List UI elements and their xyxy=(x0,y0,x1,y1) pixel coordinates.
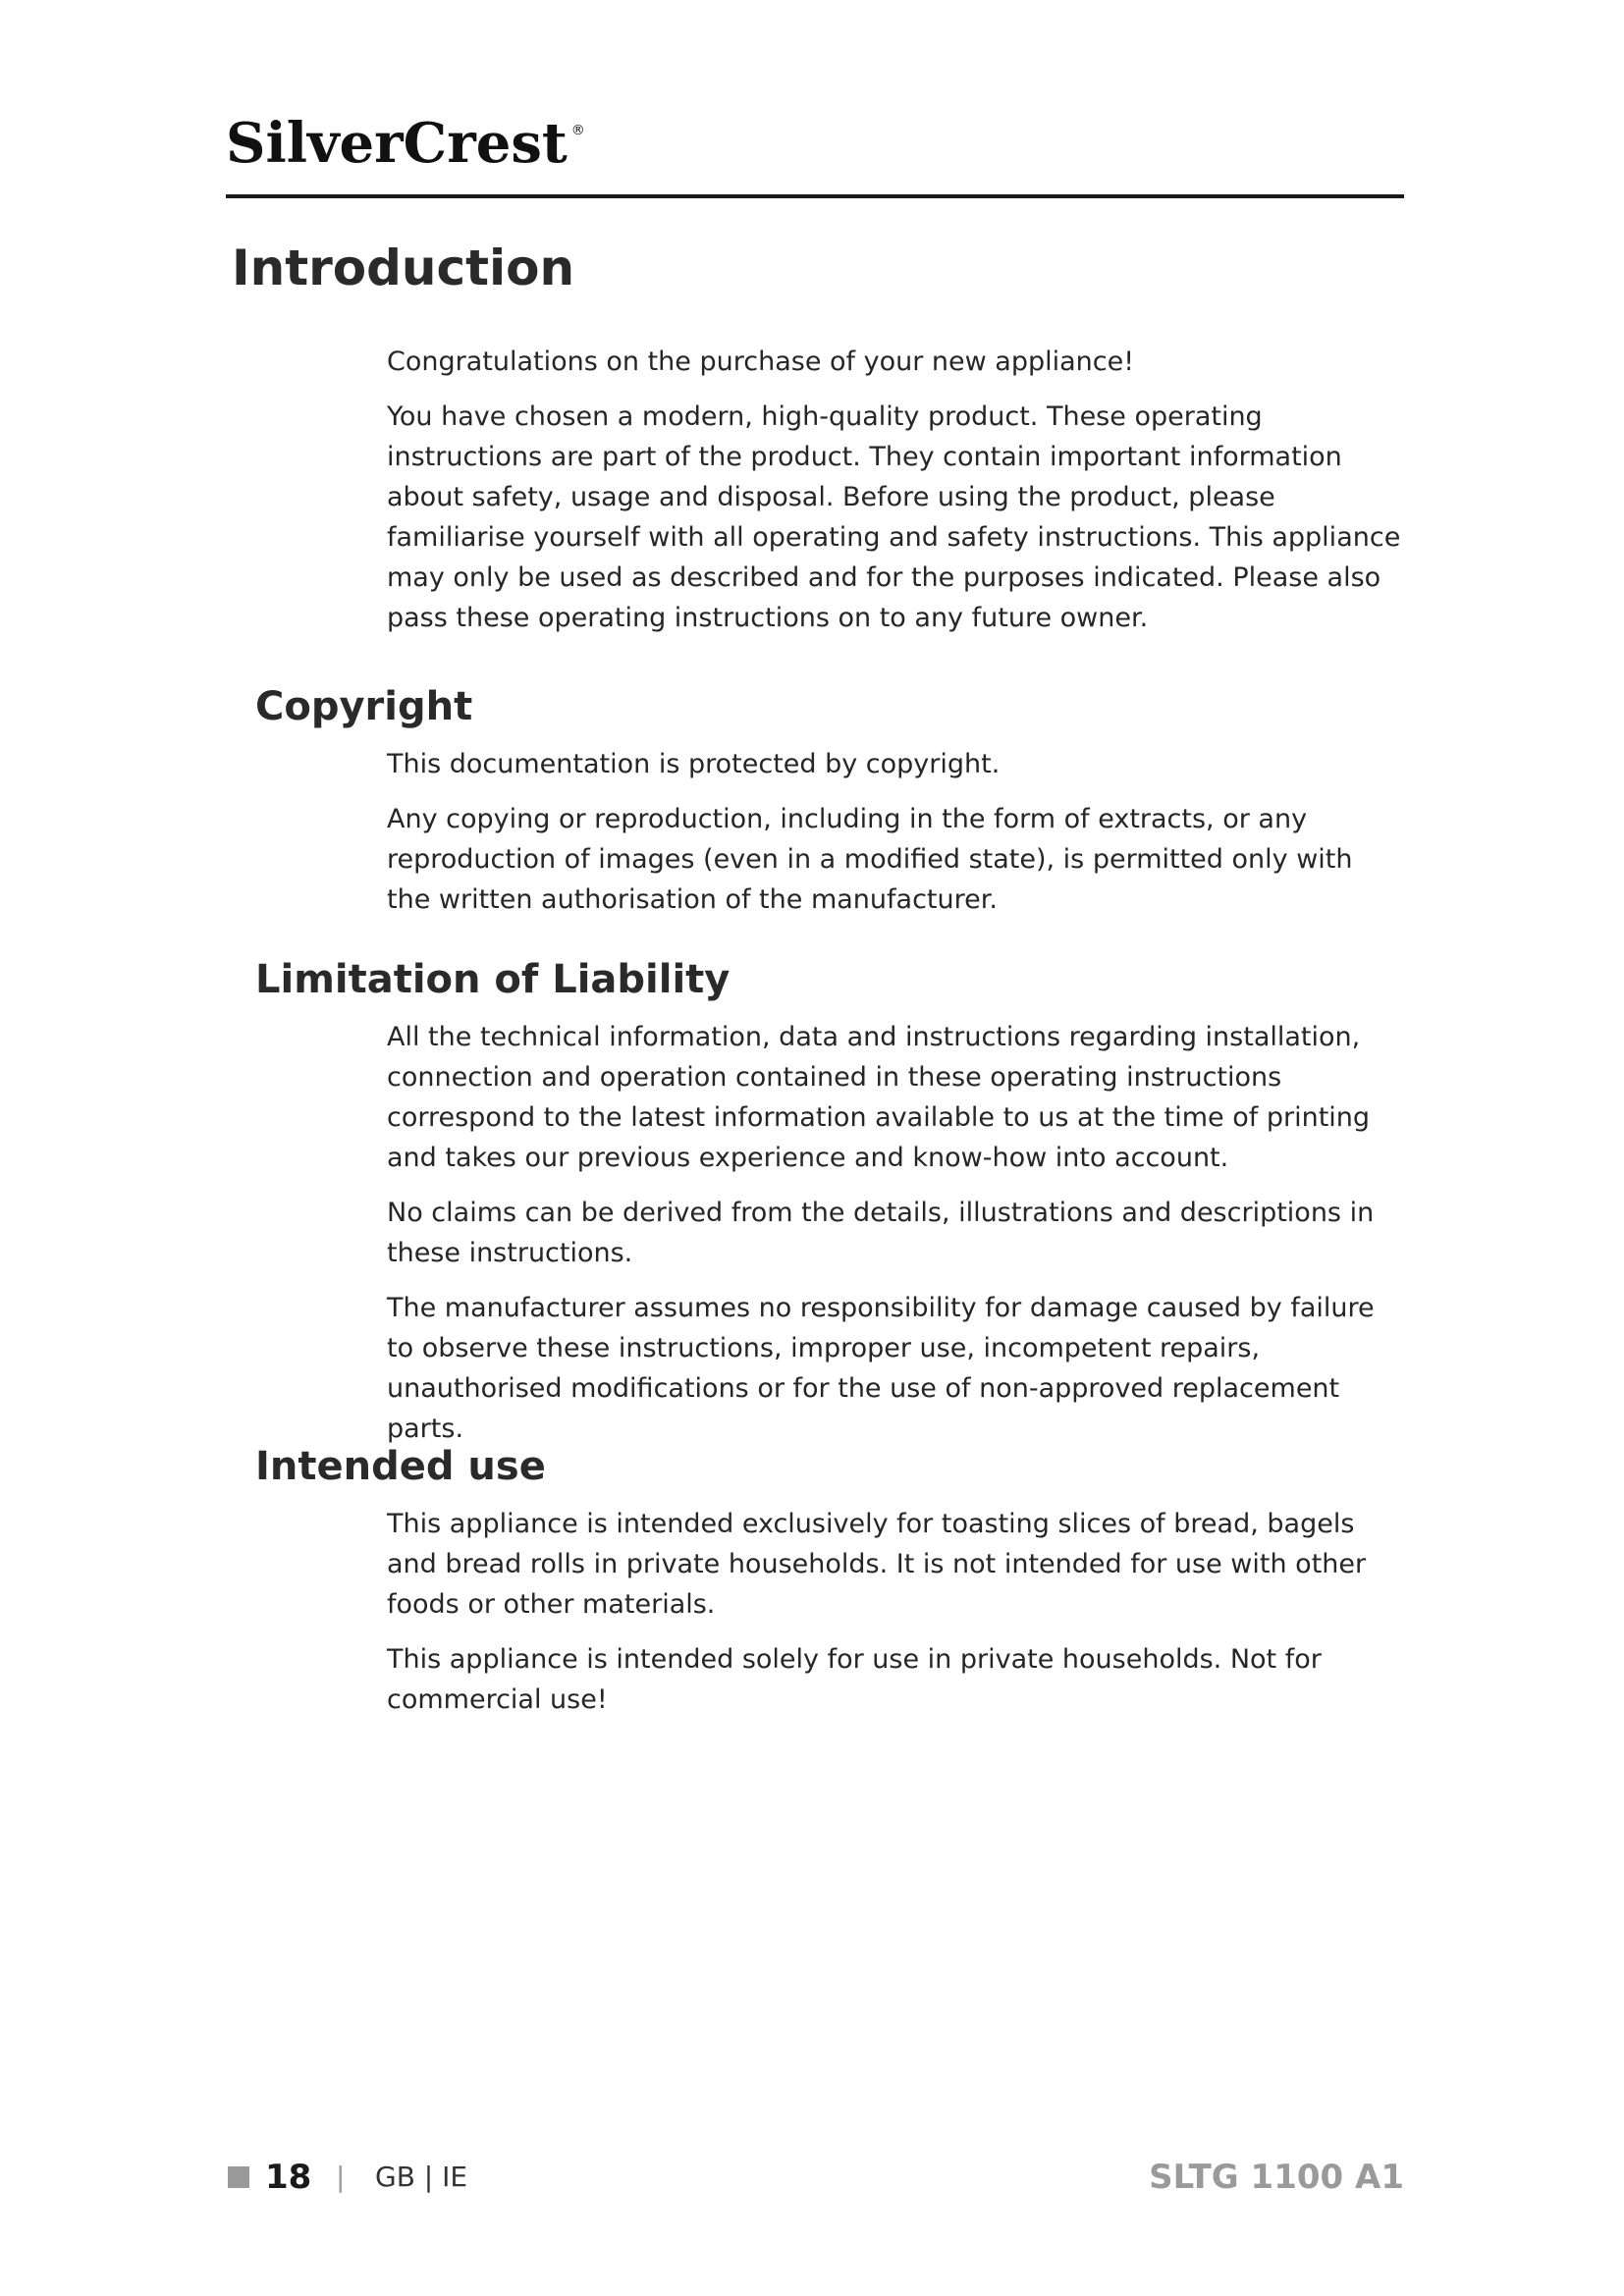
liability-paragraph-3: The manufacturer assumes no responsibility for damage caused by failure to observe these instructions, improper use, incompetent repairs, unauthorised modifications or for the use of non-approved replacement parts. xyxy=(387,1293,1375,1444)
page-title: Introduction xyxy=(232,240,575,296)
liability-heading: Limitation of Liability xyxy=(255,957,731,1002)
page-footer xyxy=(228,2158,1404,2197)
copyright-heading: Copyright xyxy=(255,684,473,729)
intro-paragraph-2: You have chosen a modern, high-quality product. These operating instructions are part of the product. They contain important information about safety, usage and disposal. Before using the product, please familiarise yourself with all operating and safety instructions. This appliance may only be used as described and for the purposes indicated. Please also pass these operating instructions on to any future owner. xyxy=(387,401,1401,633)
registered-mark: ® xyxy=(570,123,585,138)
intended-use-paragraph-2: This appliance is intended solely for use in private households. Not for commercial use! xyxy=(387,1644,1322,1715)
footer-language: GB | IE xyxy=(375,2161,468,2193)
page-number: 18 xyxy=(265,2158,312,2197)
liability-paragraph-1: All the technical information, data and instructions regarding installation, connection and operation contained in these operating instructions correspond to the latest information available to us at the time of printing and takes our previous experience and know-how into account. xyxy=(387,1022,1371,1173)
brand-logo xyxy=(226,111,585,176)
footer-model-number: SLTG 1100 A1 xyxy=(1149,2158,1404,2197)
intended-use-section xyxy=(387,1504,1404,1735)
copyright-paragraph-2: Any copying or reproduction, including in the form of extracts, or any reproduction of images (even in a modified state), is permitted only with the written authorisation of the manufacturer. xyxy=(387,804,1353,915)
intended-use-heading: Intended use xyxy=(255,1444,546,1489)
header-rule xyxy=(226,194,1404,198)
footer-square-icon xyxy=(228,2166,249,2188)
intro-section xyxy=(387,342,1404,653)
liability-section xyxy=(387,1017,1404,1464)
copyright-section xyxy=(387,744,1404,934)
intended-use-paragraph-1: This appliance is intended exclusively for toasting slices of bread, bagels and bread rolls in private households. It is not intended for use with other foods or other materials. xyxy=(387,1509,1367,1620)
brand-logo-text: SilverCrest xyxy=(226,111,568,176)
footer-separator: | xyxy=(336,2161,346,2193)
intro-paragraph-1: Congratulations on the purchase of your new appliance! xyxy=(387,347,1135,377)
copyright-paragraph-1: This documentation is protected by copyright. xyxy=(387,749,1001,779)
liability-paragraph-2: No claims can be derived from the details, illustrations and descriptions in these instructions. xyxy=(387,1198,1375,1268)
